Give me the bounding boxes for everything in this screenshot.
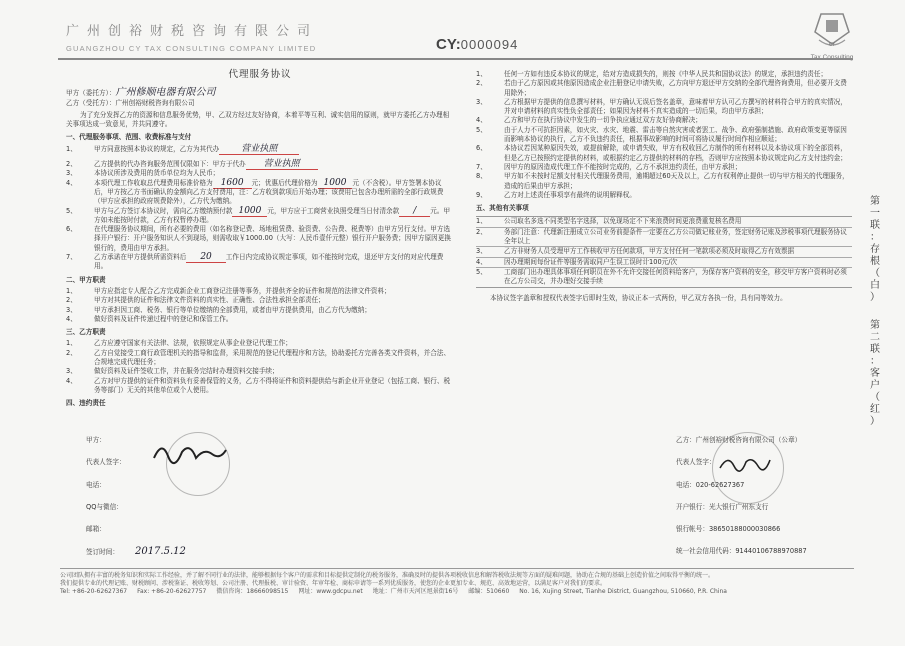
clause-3-1: 1、 乙方应遵守国家有关法律、法规，依照规定从事企业登记代理工作； [66, 339, 292, 348]
party-b-line: 乙方（受托方）：广州创裕财税咨询有限公司 [66, 98, 195, 107]
clause-1-4: 4、 本项代理工作收取总代理费用标准价格为 1600 元；优惠后代理价格为 1000 元（不含税）。甲方签署本协议后，甲方按乙方书面确认的金额向乙方支付费用，注：乙方收到款项后开始办理；该费用已包含办理所需的全部行政规费（甲方应承担的政府规费除外），乙方代为缴纳。 [66, 177, 444, 206]
clause-4-5: 5、 由于人力不可抗拒因素，如火灾、水灾、地震、雷击等自然灾害或者罢工、战争、政府强制措施、政府政策变更等原因而影响本协议的执行，乙方不负违约责任，根据事故影响的时间可将协议履行时间作相应顺延； [476, 125, 847, 144]
sign-b-rep: 代表人签字： [676, 458, 716, 467]
clause-3-3: 3、 做好资料及证件签收工作，并在服务完结时办理资料交接手续； [66, 367, 279, 376]
clause-1-2: 2、 乙方提供的代办咨询服务范围仅限如下：甲方于代办 营业执照 [66, 160, 454, 169]
svg-text:CY: CY [828, 42, 836, 48]
section-1-heading: 一、代理服务事项、范围、收费标准与支付 [66, 133, 192, 142]
footer-line-1: 公司团队拥有丰富的税务知识和实际工作经验，并了解不同行业的法律，能够根据每个客户的需求和目标提供定制化的税务服务，准确及时的提供各项税收信息和解答税收法规等方面的疑难问题，协助在合规的基础上创造价值之间取得平衡的统一。 [60, 572, 715, 579]
left-column [66, 70, 454, 411]
sign-b-label: 乙方：广州创裕财税咨询有限公司（公章） [676, 436, 802, 444]
effect-statement: 本协议签字盖章和授权代表签字后即时生效，协议正本一式两份，甲乙双方各执一份，具有同等效力。 [490, 293, 787, 302]
company-logo-icon [803, 10, 861, 62]
clause-2-4: 4、 做好资料及证件传递过程中的登记和保管工作。 [66, 314, 233, 323]
intro-text: 为了充分发挥乙方的资源和信息服务优势，甲、乙双方经过友好协商，本着平等互利、诚实信用的原则，就甲方委托乙方办理相关事项达成一致意见，并共同遵守。 [66, 110, 450, 129]
footer-line-2: 我们提供专业的代理记账、财税顾问、涉税鉴证、税收筹划、公司注册、代理报税、审计验资、年审年检、商标申请等一系列优质服务，使您的企业更加专业、规范、高效地运营，以满足客户对我们的要求。 [60, 580, 607, 587]
other-item-2: 2、 务部门注意：代理新注册成立公司业务前提条件一定要在乙方公司做记账业务，签定财务记账及涉税事项代理服务协议全年以上 [476, 228, 852, 248]
clause-3-2: 2、 乙方自觉接受工商行政管理机关的指导和监督，采用规范的登记代理程序和方法，协助委托方完善各类文件资料，并合法、合规地完成代理任务； [66, 348, 451, 367]
right-column [476, 70, 852, 303]
side-label-first-copy: 第 一 联 ： 存 根 （ 白 ） [870, 196, 880, 303]
other-items-box [476, 216, 852, 287]
sign-a-date: 签订时间： 2017.5.12 [86, 546, 186, 558]
company-name-cn: 广州创裕财税咨询有限公司 [66, 24, 319, 39]
other-item-3: 3、 乙方非财务人员受理甲方工作核收甲方任何款项，甲方支付任何一笔款项必须及时取得乙方有效票据 [476, 247, 852, 257]
section-2-heading: 二、甲方职责 [66, 275, 106, 284]
sign-a-email: 邮箱： [86, 525, 106, 534]
clause-2-2: 2、 甲方对其提供的证件和法律文件资料的真实性、正确性、合法性承担全部责任； [66, 296, 325, 305]
footer-contact: Tel: +86-20-62627367 Fax: +86-20-62627757 微信咨询：18666098515 网址：www.gdcpu.net 地址：广州市天河区旭景街16号 邮编：510660 No. 16, Xujing Street, Tianhe District, Guangzhou, 510660, P.R. China [60, 588, 727, 595]
clause-1-5: 5、 甲方与乙方签订本协议时，需向乙方缴纳预付款 1000 元，甲方应于工商营业执照受理当日付清余款 / 元。甲方如未能按时付款，乙方有权暂停办理。 [66, 205, 451, 224]
sign-b-credit-code: 统一社会信用代码：91440106788970887 [676, 547, 807, 556]
other-item-1: 1、 公司取名多选不同类型名字选择，以免现场定不下来浪费时间更浪费重复核名费用 [476, 217, 852, 227]
side-label-second-copy: 第 二 联 ： 客 户 （ 红 ） [870, 320, 880, 427]
sign-b-account: 银行帐号：38650188000030866 [676, 525, 781, 534]
sign-a-qq: QQ与微信： [86, 502, 123, 511]
section-3-heading: 三、乙方职责 [66, 328, 106, 337]
page-footer [60, 568, 854, 596]
other-item-5: 5、 工商部门出办理具体事项任何职员在外不允许交接任何资料给客户，为保存客户资料的安全，移交甲方客户资料时必须在乙方公司交，并办理好交接手续 [476, 267, 847, 286]
letterhead [58, 8, 858, 56]
clause-4-7: 7、 因甲方的原因造成代理工作不能按时完成的，乙方不承担违约责任，由甲方承担； [476, 162, 742, 171]
party-a-line: 甲方（委托方）：广州修顺电器有限公司 [66, 87, 216, 99]
header-divider [58, 58, 853, 60]
clause-4-6: 6、 本协议若因某种原因失效，或提前解除，或申请失败，甲方有权收回乙方制作的所有材料以及本协议项下的全部资料，但是乙方已按照约定提供的材料，或根据约定乙方提供的材料的存档，否则甲方应按照本协议规定向乙方支付违约金； [476, 144, 847, 162]
sign-a-rep: 代表人签字： [86, 458, 126, 467]
clause-4-3: 3、 乙方根据甲方提供的信息撰写材料，甲方确认无误后签名盖章，意味着甲方认可乙方撰写的材料符合甲方的真实情况，并对申请材料的真实性负全部责任；如果因为材料不真实造成的一切后果，均由甲方承担； [476, 97, 847, 116]
clause-4-2: 2、 若由于乙方原因或其他原因造成企业注册登记申请失败，乙方向甲方退还甲方交纳的全部代理咨询费用，但必要开支费用除外； [476, 79, 847, 97]
clause-1-1: 1、 甲方同意按照本协议的规定，乙方为其代办 营业执照 [66, 145, 454, 154]
serial-number: CY:0000094 [436, 36, 519, 53]
clause-2-3: 3、 甲方承担因工商、税务、银行等单位缴纳的全部费用，或者由甲方提供费用，由乙方代为缴纳； [66, 305, 371, 314]
section-5-heading: 五、其他有关事项 [476, 204, 529, 213]
clause-4-8: 8、 甲方如不未按时足额支付相关代理服务费用，逾期超过60天及以上，乙方有权利停止提供一切与甲方相关的代理服务，造成的后果由甲方承担； [476, 172, 849, 190]
sign-b-tel: 电话：020-62627367 [676, 480, 745, 489]
company-name-en: GUANGZHOU CY TAX CONSULTING COMPANY LIMITED [66, 44, 317, 53]
clause-1-7: 7、 乙方承诺在甲方提供所需资料后 20 工作日内完成协议规定事项，如不能按时完成，退还甲方支付的对应代理费用。 [66, 252, 444, 271]
clause-4-1: 1、 任何一方如有违反本协议的规定，给对方造成损失的，则按《中华人民共和国协议法》的规定，承担违约责任； [476, 70, 828, 78]
document-title: 代理服务协议 [228, 69, 292, 80]
other-item-4: 4、 因办理期间每份证件等服务需取同户生误工误时计100元/次 [476, 258, 852, 268]
clause-4-4: 4、 乙方和甲方在执行协议中发生的一切争执应通过双方友好协商解决； [476, 116, 702, 125]
sign-a-tel: 电话： [86, 480, 106, 489]
party-a-signature-icon [150, 438, 230, 468]
clause-1-3: 3、 本协议所涉及费用的货币单位均为人民币； [66, 169, 220, 178]
clause-4-9: 9、 乙方对上述责任事项享有最终的说明解释权。 [476, 190, 636, 199]
party-b-signature-icon [718, 452, 772, 476]
sign-a-label: 甲方： [86, 436, 106, 444]
sign-b-bank: 开户银行：光大银行广州东支行 [676, 502, 769, 511]
clause-1-6: 6、 在代理服务协议期间，所有必要的费用（如名称登记费、场地租赁费、验资费、公告费、税费等）由甲方另行支付。甲方选择开户银行：开户服务知识人不到现场，则需收取￥1000.00（大写：人民币壹仟元整）银行开户服务费；因甲方原因更换银行的，费用由甲方承担。 [66, 225, 451, 252]
section-4-heading: 四、违约责任 [66, 399, 106, 408]
clause-2-1: 1、 甲方应指定专人配合乙方完成新企业工商登记注册等事务，并提供齐全的证件和规范的法律文件资料； [66, 286, 391, 295]
party-a-signature-block [86, 436, 446, 558]
clause-3-4: 4、 乙方对甲方提供的证件和资料负有妥善保管的义务，乙方不得将证件和资料提供给与新企业开业登记（包括工商、银行、税务等部门）无关的其他单位或个人使用。 [66, 376, 451, 394]
